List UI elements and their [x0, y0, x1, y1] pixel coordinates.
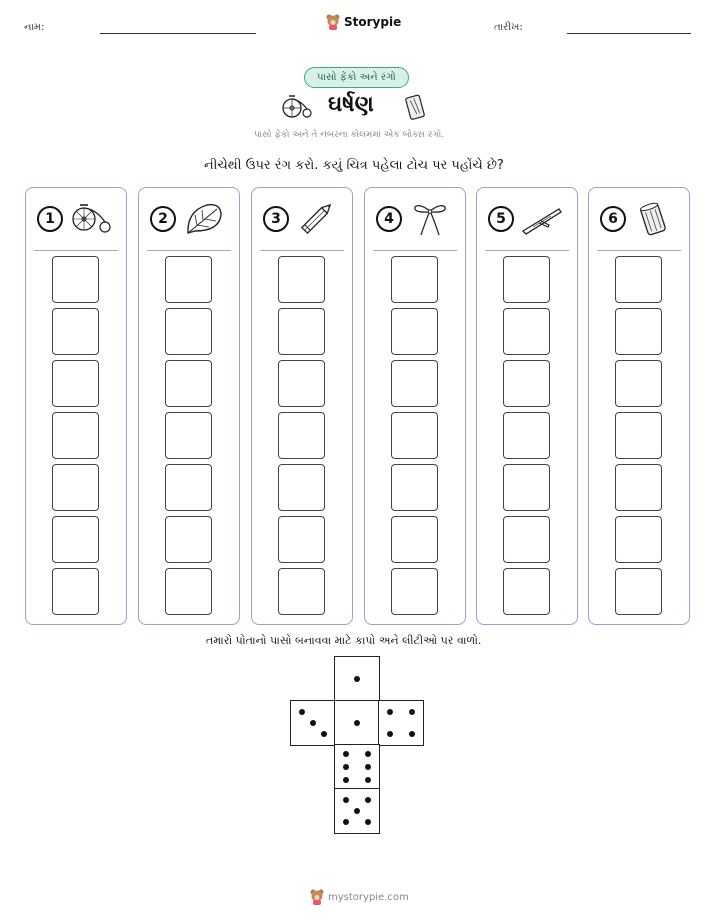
- column-divider: [34, 250, 118, 251]
- die-pip: [387, 731, 393, 737]
- color-box[interactable]: [52, 568, 99, 615]
- color-box[interactable]: [503, 412, 550, 459]
- die-face: [334, 656, 380, 702]
- die-pip: [354, 676, 360, 682]
- color-box[interactable]: [391, 568, 438, 615]
- die-pip: [365, 751, 371, 757]
- die-pip: [365, 764, 371, 770]
- die-pip: [310, 720, 316, 726]
- die-pip: [365, 797, 371, 803]
- color-box[interactable]: [52, 516, 99, 563]
- color-box[interactable]: [391, 308, 438, 355]
- brand-name: Storypie: [344, 15, 402, 29]
- color-box[interactable]: [278, 464, 325, 511]
- wood-log-icon: [404, 92, 428, 120]
- footer-url: mystorypie.com: [328, 891, 409, 903]
- die-pip: [343, 751, 349, 757]
- column-number: 2: [150, 206, 176, 232]
- leaf-icon: [183, 201, 225, 237]
- color-box[interactable]: [391, 256, 438, 303]
- column-number: 3: [263, 206, 289, 232]
- column-divider: [597, 250, 681, 251]
- color-box[interactable]: [615, 464, 662, 511]
- wood-log-icon: [633, 201, 675, 237]
- activity-pill: પાસો ફેંકો અને રંગો: [304, 67, 409, 88]
- name-label: નામ:: [24, 22, 45, 33]
- color-box[interactable]: [52, 308, 99, 355]
- race-column-2: [138, 187, 240, 625]
- column-divider: [485, 250, 569, 251]
- color-box[interactable]: [615, 412, 662, 459]
- die-pip: [299, 709, 305, 715]
- pencil-icon: [296, 201, 338, 237]
- die-pip: [409, 709, 415, 715]
- column-number: 1: [37, 206, 63, 232]
- date-line[interactable]: [567, 33, 691, 34]
- bear-mascot-icon: [310, 889, 324, 905]
- color-box[interactable]: [615, 256, 662, 303]
- color-box[interactable]: [503, 516, 550, 563]
- color-box[interactable]: [278, 568, 325, 615]
- die-pip: [343, 819, 349, 825]
- die-pip: [354, 720, 360, 726]
- race-column-6: [588, 187, 690, 625]
- color-box[interactable]: [165, 360, 212, 407]
- color-box[interactable]: [503, 308, 550, 355]
- bear-mascot-icon: [326, 14, 340, 30]
- bow-ribbon-icon: [409, 201, 451, 237]
- penny-farthing-bicycle-icon: [282, 92, 312, 120]
- die-pip: [343, 797, 349, 803]
- color-box[interactable]: [503, 360, 550, 407]
- color-box[interactable]: [503, 256, 550, 303]
- die-face: [334, 744, 380, 790]
- die-face: [290, 700, 336, 746]
- color-box[interactable]: [391, 412, 438, 459]
- die-instruction: તમારો પોતાનો પાસો બનાવવા માટે કાપો અને લીટીઓ પર વાળો.: [206, 634, 482, 647]
- color-box[interactable]: [165, 464, 212, 511]
- color-box[interactable]: [278, 412, 325, 459]
- die-face: [334, 788, 380, 834]
- color-box[interactable]: [278, 308, 325, 355]
- color-box[interactable]: [391, 516, 438, 563]
- brand-logo: [326, 14, 401, 30]
- column-divider: [260, 250, 344, 251]
- column-number: 5: [488, 206, 514, 232]
- color-box[interactable]: [503, 568, 550, 615]
- footer: [310, 889, 409, 905]
- color-box[interactable]: [165, 308, 212, 355]
- die-pip: [409, 731, 415, 737]
- race-column-1: [25, 187, 127, 625]
- column-number: 6: [600, 206, 626, 232]
- die-pip: [365, 819, 371, 825]
- page-title: ઘર્ષણ: [328, 92, 374, 117]
- color-box[interactable]: [615, 568, 662, 615]
- color-box[interactable]: [52, 360, 99, 407]
- color-box[interactable]: [52, 412, 99, 459]
- die-pip: [343, 777, 349, 783]
- instructions-subtitle: પાસો ફેંકો અને તે નંબરના કોલમમાં એક બોક્સ રંગો.: [254, 130, 445, 140]
- color-box[interactable]: [391, 464, 438, 511]
- color-box[interactable]: [278, 516, 325, 563]
- color-box[interactable]: [165, 256, 212, 303]
- color-box[interactable]: [278, 360, 325, 407]
- die-pip: [321, 731, 327, 737]
- color-box[interactable]: [391, 360, 438, 407]
- race-column-3: [251, 187, 353, 625]
- date-label: તારીખ:: [494, 22, 523, 33]
- stick-icon: [521, 201, 563, 237]
- color-box[interactable]: [52, 464, 99, 511]
- question-text: નીચેથી ઉપર રંગ કરો. કયું ચિત્ર પહેલા ટોચ પર પહોંચે છે?: [204, 158, 504, 173]
- color-box[interactable]: [615, 360, 662, 407]
- die-pip: [354, 808, 360, 814]
- column-number: 4: [376, 206, 402, 232]
- color-box[interactable]: [615, 308, 662, 355]
- race-column-4: [364, 187, 466, 625]
- color-box[interactable]: [615, 516, 662, 563]
- color-box[interactable]: [52, 256, 99, 303]
- color-box[interactable]: [503, 464, 550, 511]
- die-pip: [343, 764, 349, 770]
- name-line[interactable]: [100, 33, 256, 34]
- die-pip: [387, 709, 393, 715]
- color-box[interactable]: [165, 516, 212, 563]
- die-pip: [365, 777, 371, 783]
- column-divider: [147, 250, 231, 251]
- color-box[interactable]: [278, 256, 325, 303]
- die-face: [334, 700, 380, 746]
- die-face: [378, 700, 424, 746]
- penny-farthing-bicycle-icon: [70, 201, 112, 237]
- column-divider: [373, 250, 457, 251]
- color-box[interactable]: [165, 568, 212, 615]
- color-box[interactable]: [165, 412, 212, 459]
- race-column-5: [476, 187, 578, 625]
